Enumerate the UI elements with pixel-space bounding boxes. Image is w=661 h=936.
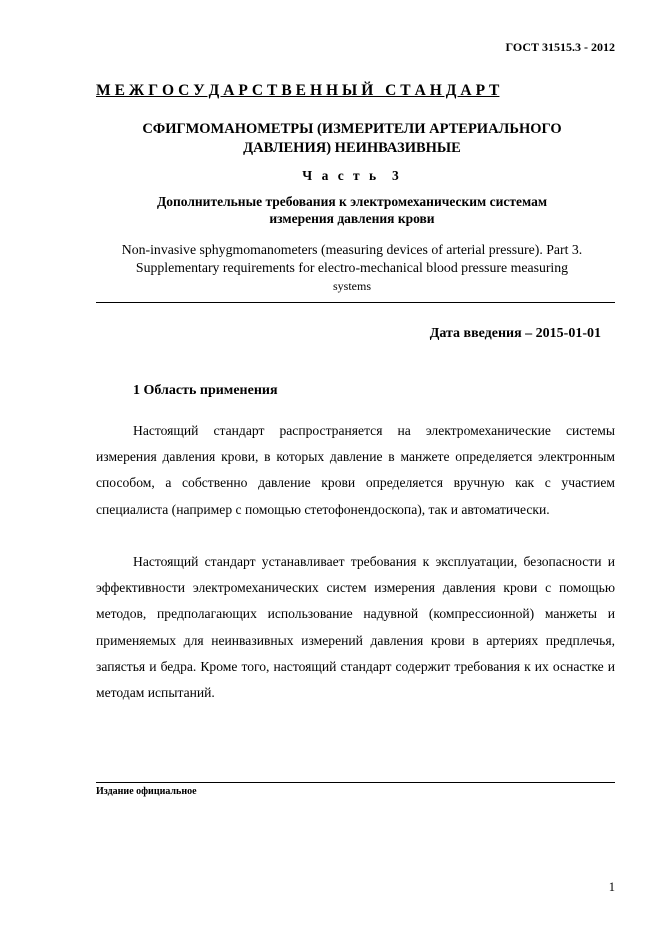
- interstate-standard-heading: М Е Ж Г О С У Д А Р С Т В Е Н Н Ы Й С Т А Н Д А Р Т: [96, 82, 500, 99]
- page-number: 1: [608, 880, 615, 894]
- standard-code: ГОСТ 31515.3 - 2012: [505, 40, 615, 54]
- english-title-line-1: Non-invasive sphygmomanometers (measuring devices of arterial pressure). Part 3.: [121, 242, 583, 257]
- english-title: [90, 241, 614, 295]
- english-title-line-2: Supplementary requirements for electro-mechanical blood pressure measuring: [135, 260, 569, 275]
- footnote-divider: [96, 782, 615, 783]
- section-heading: 1 Область применения: [133, 383, 278, 398]
- edition-note: Издание официальное: [96, 786, 197, 797]
- title-divider: [96, 302, 615, 303]
- english-title-line-3: systems: [332, 279, 371, 293]
- title-line-2: ДАВЛЕНИЯ) НЕИНВАЗИВНЫЕ: [243, 140, 461, 156]
- subtitle-line-2: измерения давления крови: [269, 211, 435, 226]
- document-subtitle: [96, 193, 608, 227]
- document-title: [96, 120, 608, 158]
- paragraph-1: Настоящий стандарт распространяется на электромеханические системы измерения давления крови, в которых давление в манжете определяется электронным способом, а собственно давление крови определяется вручную как с участием специалиста (например с помощью стетофонендоскопа), так и автоматически.: [96, 423, 615, 517]
- part-number: Ч а с т ь 3: [302, 168, 402, 183]
- paragraph-2: Настоящий стандарт устанавливает требования к эксплуатации, безопасности и эффективности электромеханических систем измерения давления крови с помощью методов, предполагающих использование надувной (компрессионной) манжеты и применяемых для неинвазивных измерений давления крови в артериях предплечья, запястья и бедра. Кроме того, настоящий стандарт содержит требования к их оснастке и методам испытаний.: [96, 554, 615, 701]
- title-line-1: СФИГМОМАНОМЕТРЫ (ИЗМЕРИТЕЛИ АРТЕРИАЛЬНОГО: [142, 121, 562, 137]
- introduction-date: Дата введения – 2015-01-01: [429, 326, 601, 341]
- subtitle-line-1: Дополнительные требования к электромеханическим системам: [156, 194, 548, 209]
